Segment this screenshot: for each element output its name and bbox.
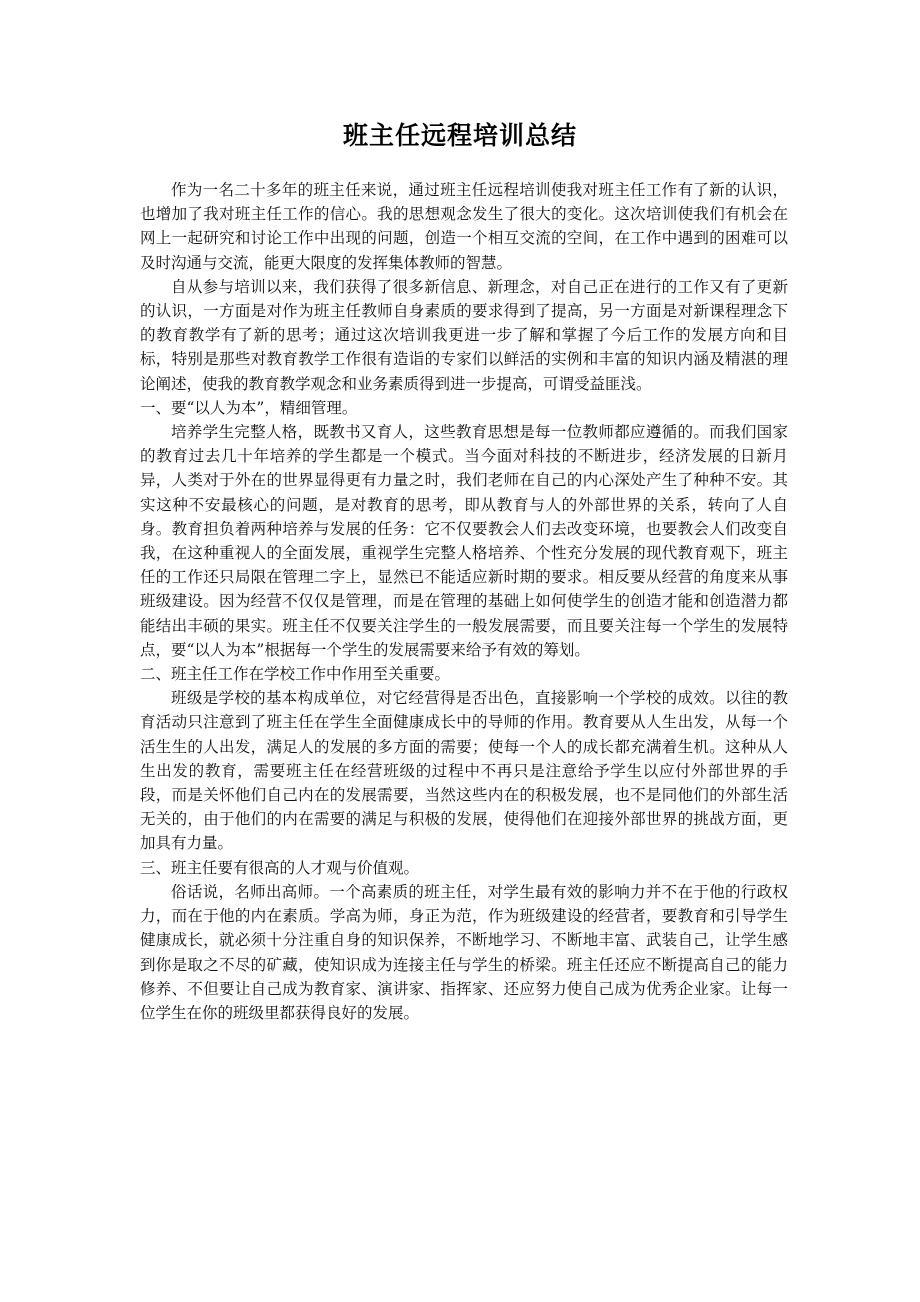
section-heading: 三、班主任要有很高的人才观与价值观。	[140, 858, 420, 877]
paragraph: 作为一名二十多年的班主任来说，通过班主任远程培训使我对班主任工作有了新的认识，也增加了我对班主任工作的信心。我的思想观念发生了很大的变化。这次培训使我们有机会在网上一起研究和讨论工作中出现的问题，创造一个相互交流的空间，在工作中遇到的困难可以及时沟通与交流，能更大限度的发挥集体教师的智慧。	[140, 181, 788, 272]
section-heading: 一、要“以人为本”，精细管理。	[140, 398, 358, 417]
paragraph: 培养学生完整人格，既教书又育人，这些教育思想是每一位教师都应遵循的。而我们国家的教育过去几十年培养的学生都是一个模式。当今面对科技的不断进步，经济发展的日新月异，人类对于外在的世界显得更有力量之时，我们老师在自己的内心深处产生了种种不安。其实这种不安最核心的问题，是对教育的思考，即从教育与人的外部世界的关系，转向了人自身。教育担负着两种培养与发展的任务：它不仅要教会人们去改变环境，也要教会人们改变自我，在这种重视人的全面发展，重视学生完整人格培养、个性充分发展的现代教育观下，班主任的工作还只局限在管理二字上，显然已不能适应新时期的要求。相反要从经营的角度来从事班级建设。因为经营不仅仅是管理，而是在管理的基础上如何使学生的创造才能和创造潜力都能结出丰硕的果实。班主任不仅要关注学生的一般发展需要，而且要关注每一个学生的发展特点，要“以人为本”根据每一个学生的发展需要来给予有效的筹划。	[140, 423, 788, 659]
paragraph: 自从参与培训以来，我们获得了很多新信息、新理念，对自己正在进行的工作又有了更新的认识，一方面是对作为班主任教师自身素质的要求得到了提高，另一方面是对新课程理念下的教育教学有了新的思考；通过这次培训我更进一步了解和掌握了今后工作的发展方向和目标，特别是那些对教育教学工作很有造诣的专家们以鲜活的实例和丰富的知识内涵及精湛的理论阐述，使我的教育教学观念和业务素质得到进一步提高，可谓受益匪浅。	[140, 277, 788, 393]
paragraph: 班级是学校的基本构成单位，对它经营得是否出色，直接影响一个学校的成效。以往的教育活动只注意到了班主任在学生全面健康成长中的导师的作用。教育要从人生出发，从每一个活生生的人出发，满足人的发展的多方面的需要；使每一个人的成长都充满着生机。这种从人生出发的教育，需要班主任在经营班级的过程中不再只是注意给予学生以应付外部世界的手段，而是关怀他们自己内在的发展需要，当然这些内在的积极发展，也不是同他们的外部生活无关的，由于他们的内在需要的满足与积极的发展，使得他们在迎接外部世界的挑战方面，更加具有力量。	[140, 689, 788, 853]
document-body	[140, 178, 788, 1025]
paragraph: 俗话说，名师出高师。一个高素质的班主任，对学生最有效的影响力并不在于他的行政权力，而在于他的内在素质。学高为师，身正为范，作为班级建设的经营者，要教育和引导学生健康成长，就必须十分注重自身的知识保养，不断地学习、不断地丰富、武装自己，让学生感到你是取之不尽的矿藏，使知识成为连接主任与学生的桥梁。班主任还应不断提高自己的能力修养、不但要让自己成为教育家、演讲家、指挥家、还应努力使自己成为优秀企业家。让每一位学生在你的班级里都获得良好的发展。	[140, 882, 788, 1022]
section-heading: 二、班主任工作在学校工作中作用至关重要。	[140, 665, 451, 684]
document-title: 班主任远程培训总结	[342, 121, 577, 150]
